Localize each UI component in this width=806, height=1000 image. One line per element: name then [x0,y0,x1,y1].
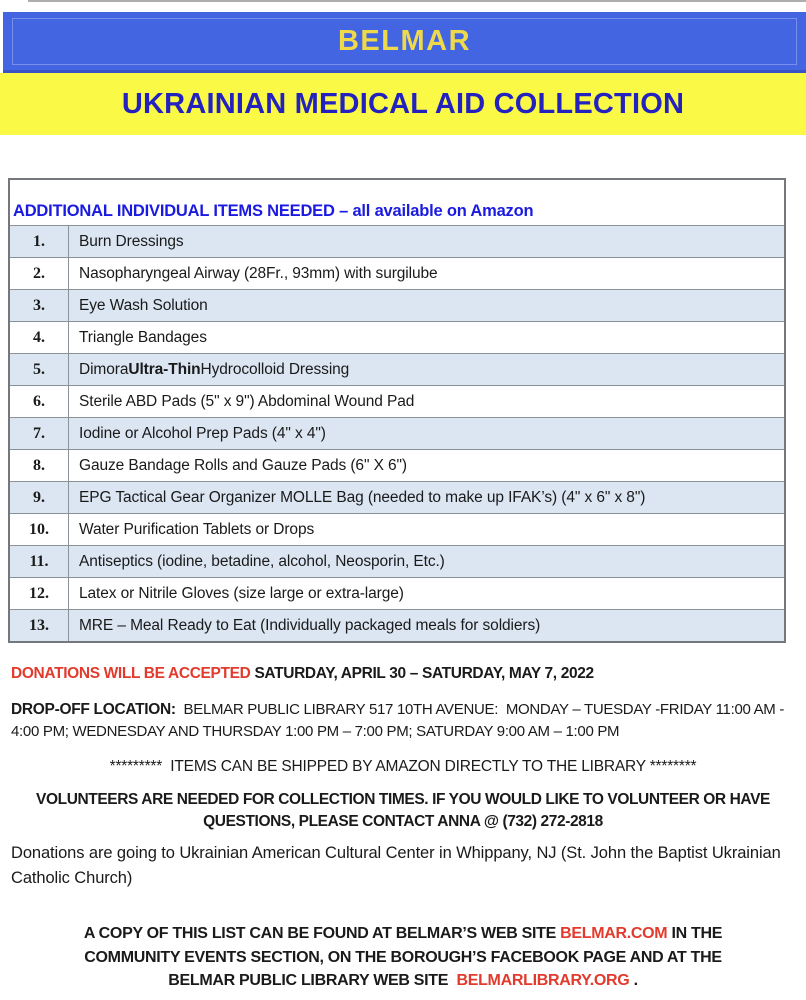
row-item-text-post: Hydrocolloid Dressing [200,360,350,378]
row-number: 2. [10,258,69,289]
row-item-text: Nasopharyngeal Airway (28Fr., 93mm) with surgilube [79,264,438,282]
row-number: 1. [10,226,69,257]
dropoff-label: DROP-OFF LOCATION: [11,701,176,718]
table-row [10,257,784,289]
table-row [10,225,784,257]
row-number: 13. [10,610,69,641]
row-item-text: Latex or Nitrile Gloves (size large or extra-large) [79,584,404,602]
row-item-text-pre: Dimora [79,360,129,378]
belmar-title: BELMAR [337,24,472,57]
row-item-text: Eye Wash Solution [79,296,208,314]
row-item-text: Iodine or Alcohol Prep Pads (4" x 4") [79,424,326,442]
row-number: 12. [10,578,69,609]
table-row [10,385,784,417]
row-item-text: Burn Dressings [79,232,184,250]
row-number: 4. [10,322,69,353]
donations-dates: SATURDAY, APRIL 30 – SATURDAY, MAY 7, 2022 [250,665,594,682]
row-item-text: Water Purification Tablets or Drops [79,520,315,538]
table-header: ADDITIONAL INDIVIDUAL ITEMS NEEDED – all available on Amazon [10,180,784,225]
row-number: 7. [10,418,69,449]
row-number: 6. [10,386,69,417]
row-item-text [69,354,784,385]
row-number: 9. [10,482,69,513]
dropoff-details: BELMAR PUBLIC LIBRARY 517 10TH AVENUE: MONDAY – TUESDAY -FRIDAY 11:00 AM - 4:00 PM; WEDNESDAY AND THURSDAY 1:00 PM – 7:00 PM; SATURDAY 9:00 AM – 1:00 PM [11,701,788,740]
table-row [10,449,784,481]
row-number: 10. [10,514,69,545]
table-row [10,481,784,513]
donations-dates-line [11,665,800,683]
items-table [8,178,786,643]
footer-note [53,922,753,993]
row-number: 5. [10,354,69,385]
footer-part1: A COPY OF THIS LIST CAN BE FOUND AT BELMAR’S WEB SITE [83,925,561,942]
footer-part3: . [629,972,638,989]
row-item-text: Gauze Bandage Rolls and Gauze Pads (6" X 6") [79,456,407,474]
collection-title: UKRAINIAN MEDICAL AID COLLECTION [121,87,685,120]
row-number: 11. [10,546,69,577]
belmar-com-link: BELMAR.COM [560,925,668,942]
table-row [10,577,784,609]
row-item-text: EPG Tactical Gear Organizer MOLLE Bag (needed to make up IFAK’s) (4" x 6" x 8") [79,488,646,506]
table-row [10,513,784,545]
dropoff-location-line [11,699,799,742]
table-row [10,545,784,577]
row-item-text: Sterile ABD Pads (5" x 9") Abdominal Wound Pad [79,392,415,410]
row-item-text-bold: Ultra-Thin [128,360,201,378]
row-item-text: Antiseptics (iodine, betadine, alcohol, Neosporin, Etc.) [79,552,445,570]
belmar-banner [3,12,806,73]
row-number: 3. [10,290,69,321]
scan-edge-line [28,0,806,2]
table-row [10,609,784,641]
row-item-text: Triangle Bandages [79,328,207,346]
volunteers-note-line: VOLUNTEERS ARE NEEDED FOR COLLECTION TIMES. IF YOU WOULD LIKE TO VOLUNTEER OR HAVE QUESTIONS, PLEASE CONTACT ANNA @ (732) 272-2818 [36,791,770,830]
table-row [10,289,784,321]
row-number: 8. [10,450,69,481]
table-row [10,353,784,385]
collection-banner [0,73,806,135]
table-row [10,417,784,449]
footer-part2: IN THE COMMUNITY EVENTS SECTION, ON THE BOROUGH’S FACEBOOK PAGE AND AT THE BELMAR PUBLIC LIBRARY WEB SITE [84,925,727,989]
belmarlibrary-org-link: BELMARLIBRARY.ORG [456,972,630,989]
row-item-text: MRE – Meal Ready to Eat (Individually packaged meals for soldiers) [79,616,541,634]
shipping-note-line: ********* ITEMS CAN BE SHIPPED BY AMAZON DIRECTLY TO THE LIBRARY ******** [109,758,697,775]
donations-accepted-label: DONATIONS WILL BE ACCEPTED [11,665,251,682]
table-row [10,321,784,353]
destination-note-line: Donations are going to Ukrainian American Cultural Center in Whippany, NJ (St. John the Baptist Ukrainian Catholic Church) [11,844,781,887]
